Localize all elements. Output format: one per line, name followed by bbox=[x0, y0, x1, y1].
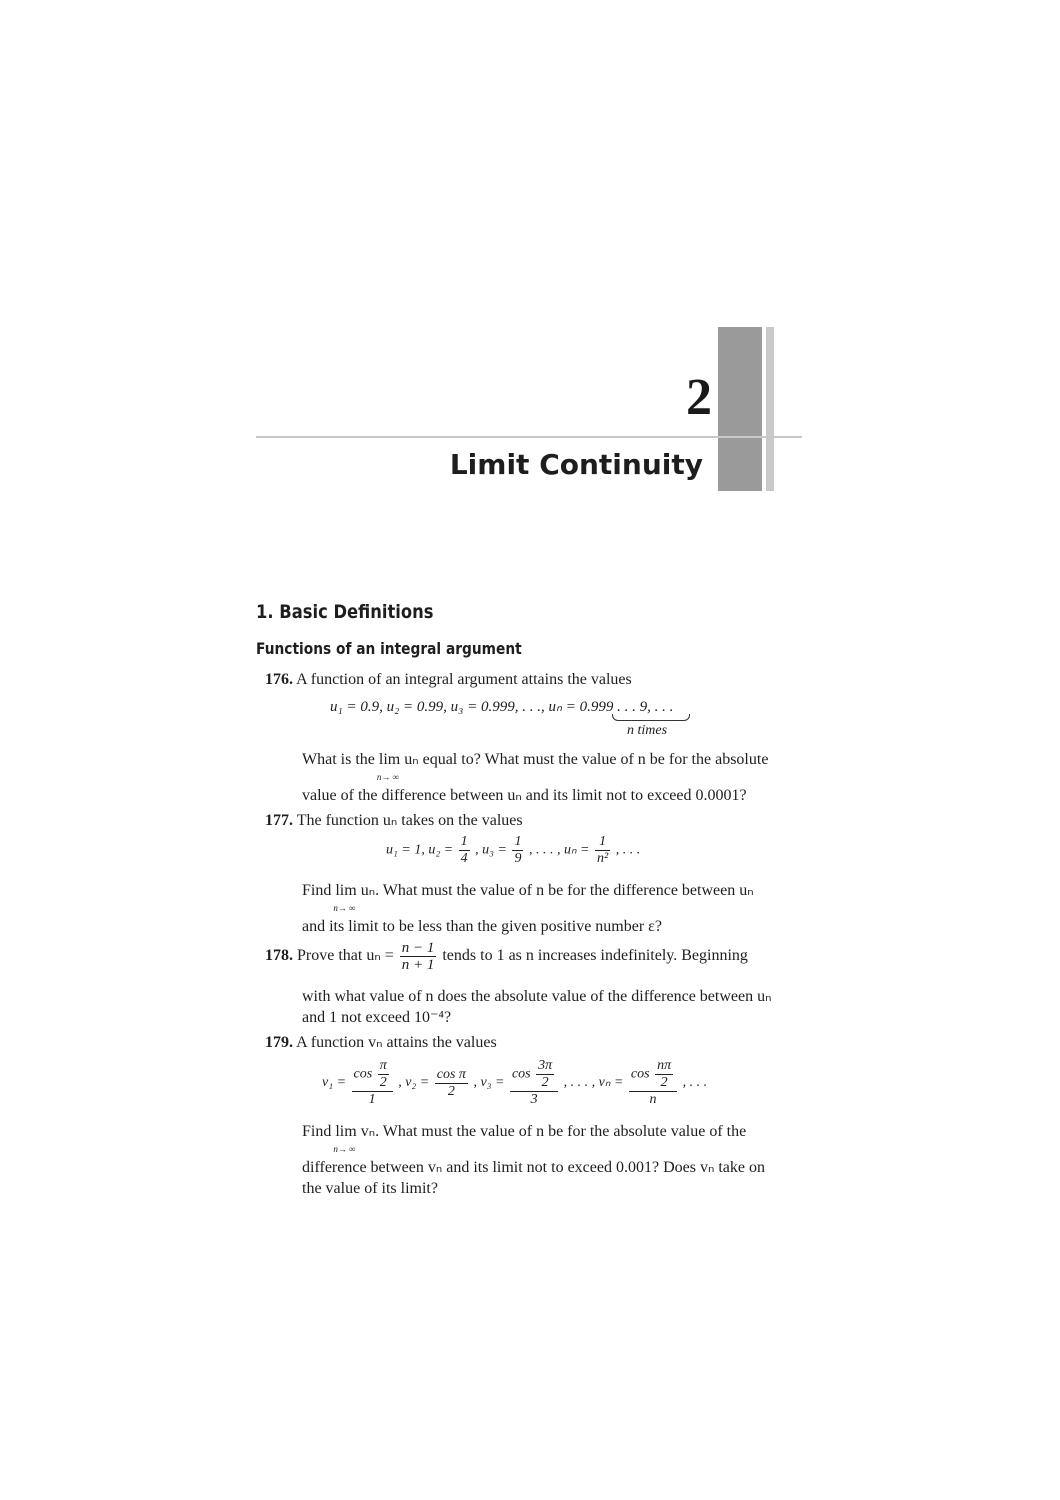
problem-178-line3: and 1 not exceed 10⁻⁴? bbox=[302, 1009, 452, 1026]
denominator: n bbox=[649, 1092, 657, 1107]
numerator: 1 bbox=[514, 834, 522, 849]
denominator: 2 bbox=[379, 1075, 387, 1090]
problem-179-line4: the value of its limit? bbox=[302, 1180, 438, 1197]
text-run: Prove that uₙ = bbox=[297, 947, 394, 965]
fraction bbox=[378, 1058, 389, 1091]
text-run: , . . . bbox=[615, 842, 641, 858]
underbrace-label: n times bbox=[627, 723, 668, 738]
lim-subscript: n→ ∞ bbox=[376, 772, 400, 782]
problem-number: 178. bbox=[265, 947, 293, 965]
problem-176-line1 bbox=[265, 670, 632, 690]
problem-177-sequence bbox=[386, 834, 640, 867]
section-heading: 1. Basic Definitions bbox=[256, 601, 434, 623]
numerator bbox=[352, 1058, 393, 1092]
limit-operator bbox=[333, 881, 357, 913]
numerator: n − 1 bbox=[401, 940, 435, 956]
problem-176-sequence: u₁ = 0.9, u₂ = 0.99, u₃ = 0.999, . . ., uₙ = 0.999 . . . 9, . . . bbox=[330, 699, 674, 715]
numerator bbox=[510, 1058, 558, 1092]
text-run: Find bbox=[302, 882, 332, 899]
denominator: 9 bbox=[514, 851, 522, 866]
problem-177-line2 bbox=[302, 881, 754, 913]
fraction bbox=[400, 940, 437, 973]
problem-number: 177. bbox=[265, 812, 293, 829]
lim-label: lim bbox=[335, 882, 357, 899]
fraction bbox=[595, 834, 610, 867]
fraction bbox=[629, 1058, 677, 1108]
problem-178-line2: with what value of n does the absolute value of the difference between uₙ bbox=[302, 988, 772, 1005]
denominator: n + 1 bbox=[401, 957, 435, 973]
problem-179-line3: difference between vₙ and its limit not to exceed 0.001? Does vₙ take on bbox=[302, 1159, 765, 1176]
lim-subscript: n→ ∞ bbox=[333, 1144, 356, 1154]
numerator: 1 bbox=[595, 834, 610, 851]
denominator: 2 bbox=[541, 1075, 549, 1090]
underbrace bbox=[612, 714, 690, 721]
text-run: uₙ equal to? What must the value of n be for the absolute bbox=[404, 751, 769, 768]
chapter-title: Limit Continuity bbox=[449, 448, 703, 481]
text-run: , u₃ = bbox=[475, 842, 507, 858]
fraction bbox=[459, 834, 470, 867]
problem-178-line1 bbox=[265, 940, 748, 973]
problem-176-line3: value of the difference between uₙ and its limit not to exceed 0.0001? bbox=[302, 787, 747, 804]
text-run: v₁ = bbox=[322, 1075, 347, 1091]
problem-177-line1 bbox=[265, 811, 523, 831]
limit-operator bbox=[333, 1122, 357, 1154]
lim-label: lim bbox=[335, 1123, 357, 1140]
fraction bbox=[435, 1067, 468, 1100]
problem-number: 176. bbox=[265, 671, 293, 688]
cos-label: cos bbox=[511, 1066, 531, 1082]
denominator: 4 bbox=[460, 851, 468, 866]
fraction bbox=[510, 1058, 558, 1108]
numerator: cos π bbox=[436, 1066, 466, 1082]
text-run: , . . . bbox=[682, 1075, 708, 1091]
lim-label: lim bbox=[378, 751, 401, 768]
numerator: 1 bbox=[460, 834, 468, 849]
lim-subscript: n→ ∞ bbox=[333, 903, 356, 913]
chapter-tab-light bbox=[766, 327, 774, 491]
problem-179-line1 bbox=[265, 1033, 497, 1053]
text-run: uₙ. What must the value of n be for the difference between uₙ bbox=[360, 882, 754, 899]
fraction bbox=[655, 1058, 673, 1091]
chapter-tab-dark bbox=[718, 327, 762, 491]
numerator: π bbox=[379, 1058, 387, 1073]
problem-179-line2 bbox=[302, 1122, 747, 1154]
chapter-number: 2 bbox=[686, 369, 712, 426]
numerator bbox=[629, 1058, 677, 1092]
text-run: , . . . , uₙ = bbox=[528, 842, 590, 858]
problem-177-line3: and its limit to be less than the given positive number ε? bbox=[302, 918, 662, 935]
text-run: , v₂ = bbox=[398, 1075, 430, 1091]
numerator: nπ bbox=[657, 1058, 672, 1073]
problem-text: A function vₙ attains the values bbox=[296, 1034, 497, 1051]
header-rule bbox=[256, 436, 802, 438]
denominator: 3 bbox=[530, 1092, 538, 1107]
denominator: 2 bbox=[660, 1075, 668, 1090]
denominator: 2 bbox=[447, 1083, 455, 1099]
limit-operator bbox=[376, 750, 401, 782]
cos-label: cos bbox=[630, 1066, 650, 1082]
problem-176-line2 bbox=[302, 750, 769, 782]
problem-number: 179. bbox=[265, 1034, 293, 1051]
problem-179-sequence bbox=[322, 1058, 707, 1108]
fraction bbox=[512, 834, 523, 867]
subsection-heading: Functions of an integral argument bbox=[256, 639, 522, 658]
denominator: n² bbox=[597, 851, 609, 866]
cos-label: cos bbox=[353, 1066, 373, 1082]
text-run: , v₃ = bbox=[473, 1075, 505, 1091]
fraction bbox=[536, 1058, 554, 1091]
numerator: 3π bbox=[538, 1058, 553, 1073]
text-run: Find bbox=[302, 1123, 332, 1140]
text-run: vₙ. What must the value of n be for the absolute value of the bbox=[360, 1123, 747, 1140]
problem-text: The function uₙ takes on the values bbox=[296, 812, 523, 829]
denominator: 1 bbox=[368, 1092, 376, 1107]
fraction bbox=[352, 1058, 393, 1108]
text-run: What is the bbox=[302, 751, 375, 768]
text-run: u₁ = 1, u₂ = bbox=[386, 842, 454, 858]
text-run: , . . . , vₙ = bbox=[563, 1075, 624, 1091]
problem-text: A function of an integral argument attains the values bbox=[296, 671, 632, 688]
text-run: tends to 1 as n increases indefinitely. Beginning bbox=[442, 947, 748, 965]
